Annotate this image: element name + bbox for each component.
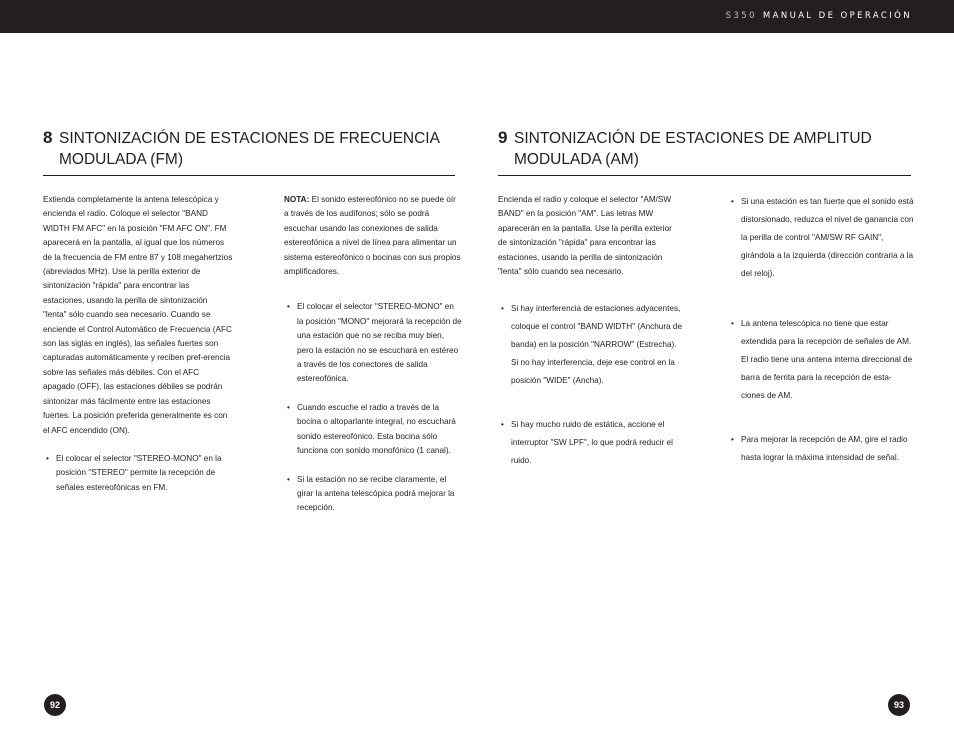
page-number-right: 93 [888,694,910,716]
header-bar [0,0,954,33]
fm-bullet-speaker-text: Cuando escuche el radio a través de la bocina o altoparlante integral, no escuchará sonido estereofónico. Esta bocina sólo funciona con sonido monofónico (1 canal). [297,402,456,456]
section-number-am: 9 [498,128,508,147]
fm-column-2 [284,193,462,516]
am-bullet-lpf [498,416,683,470]
am-intro-paragraph: Encienda el radio y coloque el selector "AM/SW BAND" en la posición "AM". Las letras MW aparecerán en la pantalla. Use la perilla exterior de sintonización "rápida" para encontrar las estaciones, usando la perilla de sintonización "lenta" sólo cuando sea necesario. [498,195,672,277]
fm-bullet-stereo [43,452,233,495]
page-number-left: 92 [44,694,66,716]
am-bullet-ferrite [728,315,914,405]
am-column-1 [498,193,683,470]
bullet-dot: • [287,302,290,312]
am-bullet-ferrite-text: La antena telescópica no tiene que estar extendida para la recepción de señales de AM. El radio tiene una antena interna direccional de barra de ferrita para la recepción de esta-ciones de AM. [741,319,913,400]
fm-column-1 [43,193,233,495]
header-title: MANUAL DE OPERACIÓN [762,11,912,21]
fm-bullet-antenna-text: Si la estación no se recibe claramente, el girar la antena telescópica podrá mejorar la recepción. [297,474,455,513]
bullet-dot: • [501,304,504,314]
fm-bullet-mono-text: El colocar el selector "STEREO-MONO" en la posición "MONO" mejorará la recepción de una estación que no se reciba muy bien, pero la estación no se escuchará en estéreo a través de los conectores de salida estereofónica. [297,302,462,384]
section-number-fm: 8 [43,128,53,147]
fm-note-label: NOTA: [284,195,310,204]
section-heading-fm [43,128,455,176]
fm-bullet-mono [284,300,462,386]
bullet-dot: • [287,402,290,412]
am-bullet-gain-text: Si una estación es tan fuerte que el sonido está distorsionado, reduzca el nivel de ganancia con la perilla de control "AM/SW RF GAIN", girándola a la izquierda (dirección contraria a la del reloj). [741,197,914,278]
bullet-dot: • [46,453,49,463]
bullet-dot: • [731,319,734,328]
am-bullet-lpf-text: Si hay mucho ruido de estática, accione el interruptor "SW LPF", lo que podrá reducir el ruido. [511,420,673,466]
am-bullet-rotate-text: Para mejorar la recepción de AM, gire el radio hasta lograr la máxima intensidad de señal. [741,435,908,462]
am-bullet-bandwidth [498,300,683,390]
fm-intro-paragraph: Extienda completamente la antena telescópica y encienda el radio. Coloque el selector "BAND WIDTH FM AFC" en la posición "FM AFC ON". FM aparecerá en la pantalla, al igual que los números de la frecuencia de FM entre 87 y 108 megahertzios (abreviados MHz). Use la perilla exterior de sintonización "rápida" para encontrar las estaciones, usando la perilla de sintonización "lenta" sólo cuando sea necesario. Cuando se enciende el Control Automático de Frecuencia (AFC son las siglas en inglés), las señales fuertes son capturadas automáticamente y reciben pref-erencia sobre las señales más débiles. Con el AFC apagado (OFF), las estaciones débiles se podrán sintonizar más fácilmente entre las estaciones fuertes. La posición preferida generalmente es con el AFC encendido (ON). [43,195,233,435]
fm-bullet-stereo-text: El colocar el selector "STEREO-MONO" en la posición "STEREO" permite la recepción de señales estereofónicas en FM. [56,453,222,492]
header-model: S350 [725,11,757,21]
bullet-dot: • [287,474,290,484]
bullet-dot: • [501,420,504,430]
am-bullet-bandwidth-text: Si hay interferencia de estaciones adyacentes, coloque el control "BAND WIDTH" (Anchura de banda) en la posición "NARROW" (Estrecha). Si no hay interferencia, deje ese control en la posición "WIDE" (Ancha). [511,304,682,386]
fm-bullet-antenna [284,473,462,516]
fm-note [284,193,462,279]
section-title-am: SINTONIZACIÓN DE ESTACIONES DE AMPLITUD MODULADA (AM) [514,130,872,168]
am-column-2 [728,193,914,467]
section-heading-am [498,128,911,176]
fm-bullet-speaker [284,401,462,459]
bullet-dot: • [731,197,734,206]
header-text [726,11,912,21]
bullet-dot: • [731,435,734,444]
am-bullet-gain [728,193,914,283]
am-bullet-rotate [728,431,914,467]
fm-note-text: El sonido estereofónico no se puede oír a través de los audífonos; sólo se podrá escuchar usando las conexiones de salida estereofónica a nivel de línea para alimentar un sistema estereofónico o bocinas con sus propios amplificadores. [284,195,461,277]
section-title-fm: SINTONIZACIÓN DE ESTACIONES DE FRECUENCIA MODULADA (FM) [59,130,440,168]
